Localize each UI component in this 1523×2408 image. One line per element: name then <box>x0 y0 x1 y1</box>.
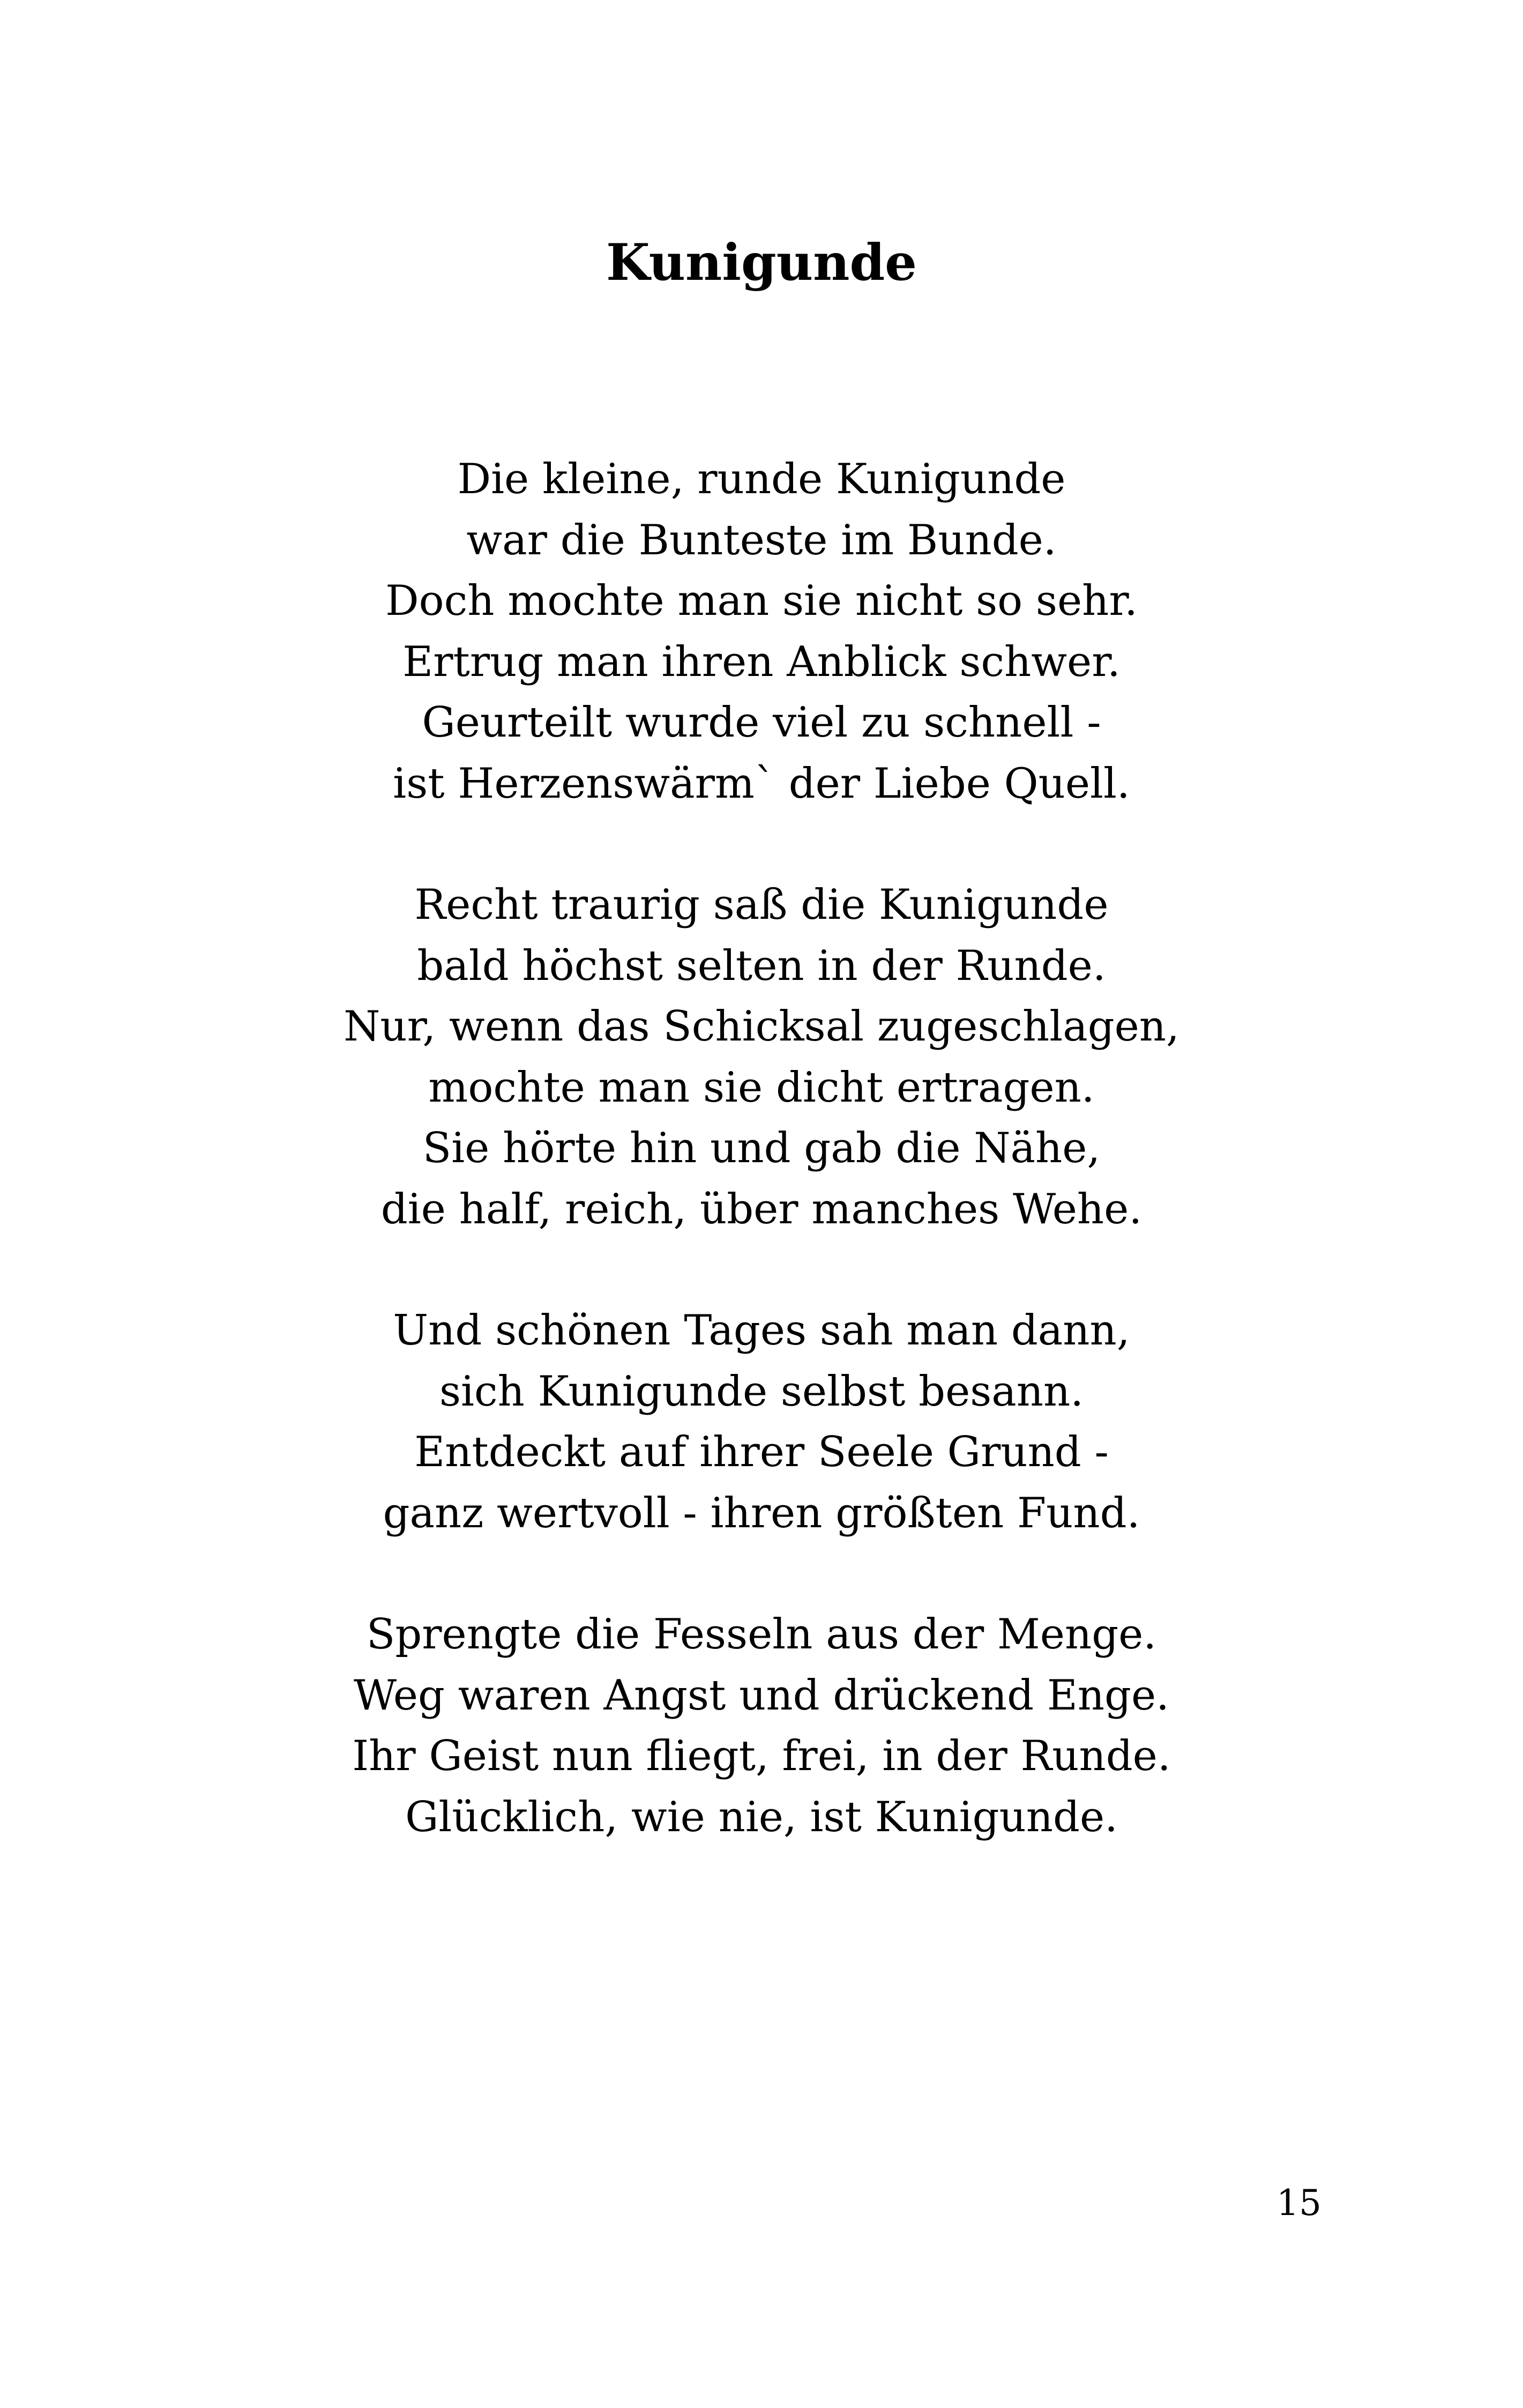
poem-line: ganz wertvoll - ihren größten Fund. <box>383 1489 1140 1537</box>
poem-line: Glücklich, wie nie, ist Kunigunde. <box>405 1793 1118 1841</box>
stanza-3 <box>0 1300 1523 1544</box>
page-number: 15 <box>1276 2182 1322 2224</box>
poem-line: Recht traurig saß die Kunigunde <box>414 881 1109 929</box>
stanza-1 <box>0 449 1523 814</box>
poem-line: Geurteilt wurde viel zu schnell - <box>422 698 1101 747</box>
poem-line: Sie hörte hin und gab die Nähe, <box>422 1124 1101 1172</box>
poem-line: mochte man sie dicht ertragen. <box>428 1063 1095 1112</box>
poem-line: Sprengte die Fesseln aus der Menge. <box>366 1610 1157 1659</box>
stanza-2 <box>0 875 1523 1240</box>
poem-line: Nur, wenn das Schicksal zugeschlagen, <box>344 1002 1179 1051</box>
poem-line: Und schönen Tages sah man dann, <box>393 1306 1130 1355</box>
poem-line: die half, reich, über manches Wehe. <box>380 1185 1143 1233</box>
poem-line: sich Kunigunde selbst besann. <box>439 1367 1084 1416</box>
poem-line: Die kleine, runde Kunigunde <box>457 455 1066 503</box>
poem-line: Ertrug man ihren Anblick schwer. <box>402 637 1121 686</box>
poem-line: Weg waren Angst und drückend Enge. <box>354 1671 1169 1720</box>
poem-line: ist Herzenswärm` der Liebe Quell. <box>393 759 1130 808</box>
poem-body <box>0 449 1523 1908</box>
poem-line: bald höchst selten in der Runde. <box>417 941 1106 990</box>
poem-line: Doch mochte man sie nicht so sehr. <box>385 577 1138 625</box>
poem-line: war die Bunteste im Bunde. <box>466 516 1057 564</box>
poem-line: Ihr Geist nun fliegt, frei, in der Runde. <box>352 1732 1171 1780</box>
stanza-4 <box>0 1604 1523 1848</box>
poem-line: Entdeckt auf ihrer Seele Grund - <box>414 1428 1109 1476</box>
poem-title: Kunigunde <box>606 233 917 292</box>
